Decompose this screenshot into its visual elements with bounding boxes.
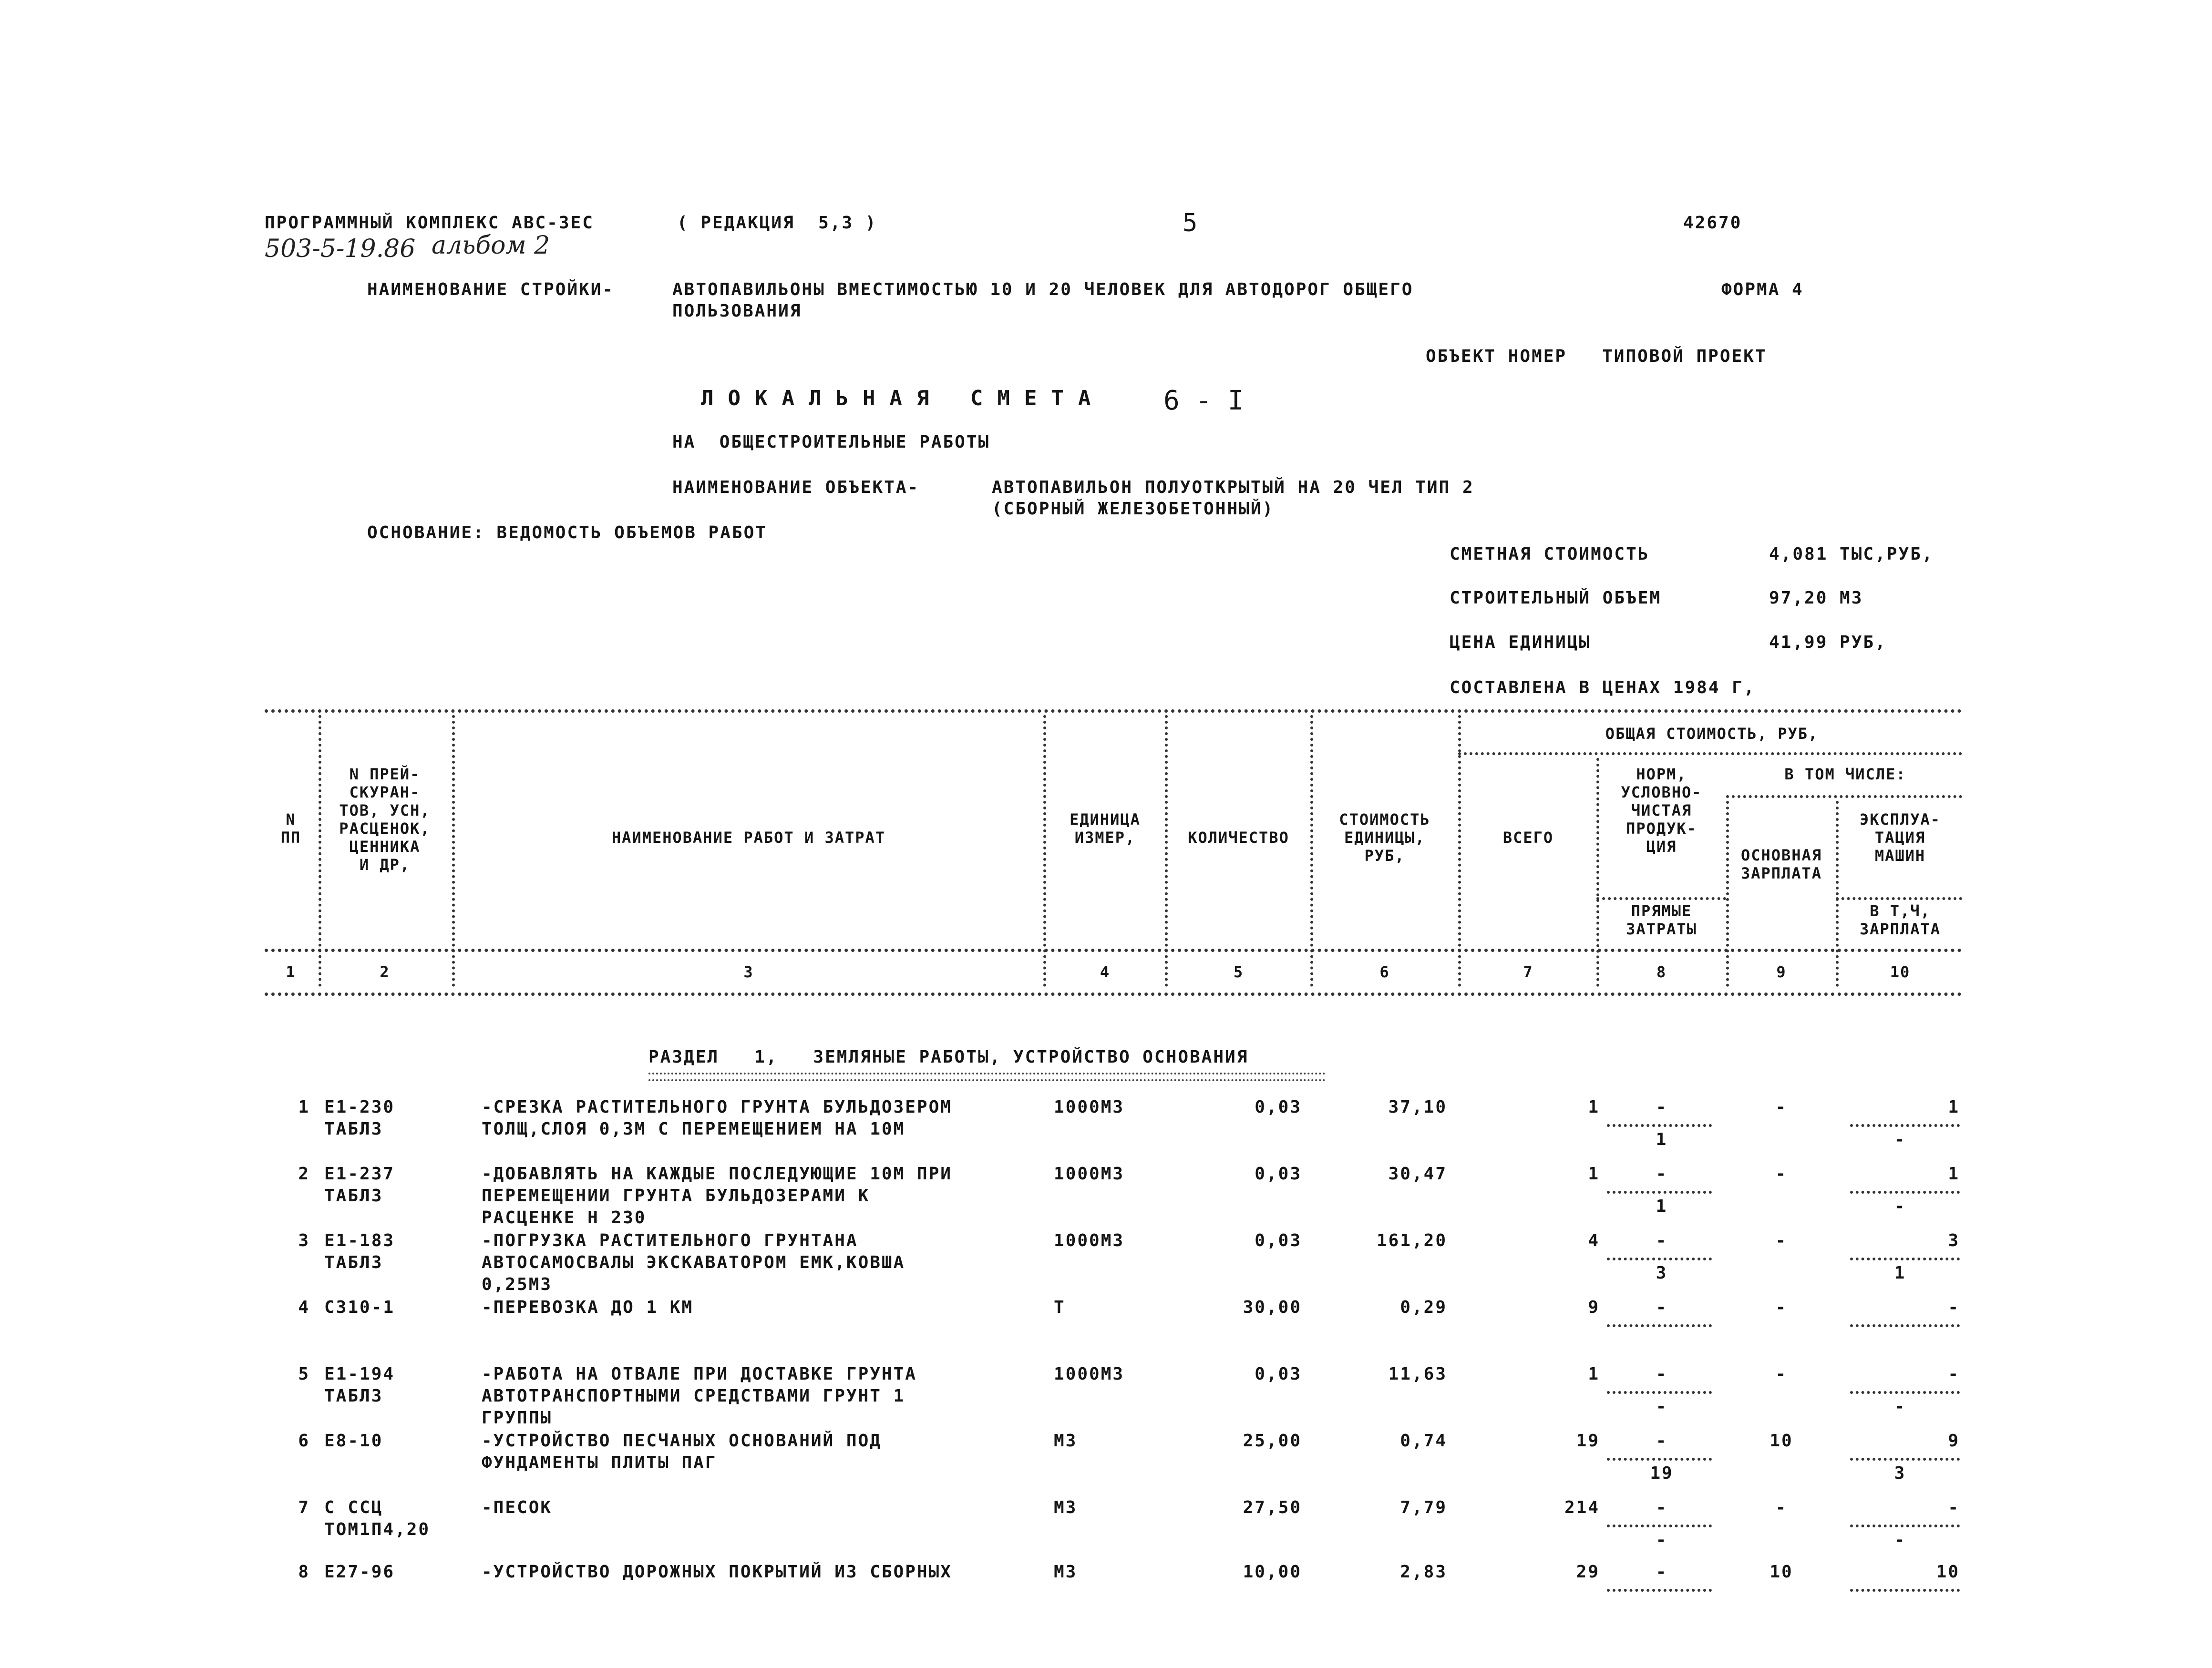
row-c10-divider xyxy=(1850,1258,1960,1260)
object-label: НАИМЕНОВАНИЕ ОБЪЕКТА- xyxy=(672,478,920,497)
row-incl-salary: - xyxy=(1894,1197,1906,1216)
row-norm-production: - xyxy=(1656,1364,1668,1384)
table-top-border xyxy=(265,709,1962,713)
row-c8-divider xyxy=(1607,1458,1712,1461)
row-quantity: 0,03 xyxy=(1255,1097,1302,1117)
row-direct-costs: 19 xyxy=(1650,1463,1674,1483)
row-quantity: 0,03 xyxy=(1255,1231,1302,1250)
row-quantity: 27,50 xyxy=(1243,1498,1302,1517)
row-quantity: 10,00 xyxy=(1243,1562,1302,1582)
row-price-code: Е1-194 ТАБЛ3 xyxy=(324,1364,395,1406)
row-direct-costs: 1 xyxy=(1656,1197,1668,1216)
row-norm-production: - xyxy=(1656,1164,1668,1184)
row-c10-divider xyxy=(1850,1324,1960,1327)
column-number: 4 xyxy=(1100,963,1111,981)
row-quantity: 0,03 xyxy=(1255,1164,1302,1184)
table-numbers-bottom-border xyxy=(265,993,1962,996)
row-norm-production: - xyxy=(1656,1431,1668,1451)
row-unit-cost: 0,74 xyxy=(1400,1431,1447,1451)
row-work-name: -ДОБАВЛЯТЬ НА КАЖДЫЕ ПОСЛЕДУЮЩИЕ 10М ПРИ ПЕРЕМЕЩЕНИИ ГРУНТА БУЛЬДОЗЕРАМИ К РАСЦЕНКЕ Н 230 xyxy=(482,1164,952,1228)
row-direct-costs: - xyxy=(1656,1530,1668,1550)
edition: ( РЕДАКЦИЯ 5,3 ) xyxy=(677,213,877,233)
row-norm-production: - xyxy=(1656,1562,1668,1582)
row-number: 8 xyxy=(298,1562,310,1582)
column-number: 10 xyxy=(1890,963,1911,981)
row-machine-operation: - xyxy=(1948,1364,1960,1384)
summary-value: 41,99 РУБ, xyxy=(1769,633,1887,652)
row-total: 1 xyxy=(1588,1164,1600,1184)
row-c8-divider xyxy=(1607,1324,1712,1327)
row-number: 5 xyxy=(298,1364,310,1384)
row-c10-divider xyxy=(1850,1525,1960,1527)
row-number: 1 xyxy=(298,1097,310,1117)
row-c8-divider xyxy=(1607,1124,1712,1127)
row-unit: Т xyxy=(1054,1298,1066,1317)
row-incl-salary: 3 xyxy=(1894,1463,1906,1483)
header-row-number: N ПП xyxy=(280,810,301,847)
row-work-name: -ПЕРЕВОЗКА ДО 1 КМ xyxy=(482,1298,694,1317)
c8-sub-divider xyxy=(1596,897,1726,900)
estimate-number: 6 - I xyxy=(1163,385,1244,416)
column-divider xyxy=(452,715,455,987)
header-base-salary: ОСНОВНАЯ ЗАРПЛАТА xyxy=(1740,846,1822,882)
row-incl-salary: - xyxy=(1894,1530,1906,1550)
row-unit: 1000М3 xyxy=(1054,1231,1125,1250)
row-base-salary: - xyxy=(1775,1164,1788,1184)
row-incl-salary: - xyxy=(1894,1130,1906,1149)
construction-name-line-2: ПОЛЬЗОВАНИЯ xyxy=(672,301,802,321)
header-incl-salary: В Т,Ч, ЗАРПЛАТА xyxy=(1859,902,1941,938)
header-quantity: КОЛИЧЕСТВО xyxy=(1188,829,1289,847)
row-price-code: С ССЦ ТОМ1П4,20 xyxy=(324,1498,431,1539)
column-number: 3 xyxy=(743,963,754,981)
row-quantity: 0,03 xyxy=(1255,1364,1302,1384)
row-work-name: -ПОГРУЗКА РАСТИТЕЛЬНОГО ГРУНТАНА АВТОСАМОСВАЛЫ ЭКСКАВАТОРОМ ЕМК,КОВША 0,25М3 xyxy=(482,1231,905,1294)
column-number: 6 xyxy=(1379,963,1390,981)
summary-label: СМЕТНАЯ СТОИМОСТЬ xyxy=(1450,544,1650,564)
row-base-salary: - xyxy=(1775,1298,1788,1317)
row-unit-cost: 161,20 xyxy=(1376,1231,1447,1250)
column-divider xyxy=(1165,715,1168,987)
section-underline xyxy=(648,1073,1326,1081)
header-total: ВСЕГО xyxy=(1502,829,1554,847)
incl-header-divider xyxy=(1726,795,1962,798)
column-number: 5 xyxy=(1233,963,1244,981)
row-c10-divider xyxy=(1850,1124,1960,1127)
object-name-line-2: (СБОРНЫЙ ЖЕЛЕЗОБЕТОННЫЙ) xyxy=(992,499,1275,519)
row-norm-production: - xyxy=(1656,1231,1668,1250)
row-total: 9 xyxy=(1588,1298,1600,1317)
group-header-divider xyxy=(1458,752,1962,755)
summary-label: СТРОИТЕЛЬНЫЙ ОБЪЕМ xyxy=(1450,588,1662,608)
column-divider xyxy=(1310,715,1313,987)
row-direct-costs: 3 xyxy=(1656,1263,1668,1283)
row-c8-divider xyxy=(1607,1525,1712,1527)
row-price-code: Е8-10 xyxy=(324,1431,383,1451)
column-divider xyxy=(1043,715,1046,987)
row-price-code: С310-1 xyxy=(324,1298,395,1317)
header-machine-operation: ЭКСПЛУА- ТАЦИЯ МАШИН xyxy=(1859,810,1941,865)
object-name-line-1: АВТОПАВИЛЬОН ПОЛУОТКРЫТЫЙ НА 20 ЧЕЛ ТИП 2 xyxy=(992,478,1474,497)
column-number: 8 xyxy=(1656,963,1667,981)
row-total: 4 xyxy=(1588,1231,1600,1250)
row-work-name: -РАБОТА НА ОТВАЛЕ ПРИ ДОСТАВКЕ ГРУНТА АВТОТРАНСПОРТНЫМИ СРЕДСТВАМИ ГРУНТ 1 ГРУППЫ xyxy=(482,1364,917,1428)
document-code: 42670 xyxy=(1683,213,1742,233)
row-base-salary: - xyxy=(1775,1097,1788,1117)
row-number: 6 xyxy=(298,1431,310,1451)
row-norm-production: - xyxy=(1656,1097,1668,1117)
row-c10-divider xyxy=(1850,1391,1960,1394)
row-unit-cost: 37,10 xyxy=(1388,1097,1447,1117)
row-machine-operation: 9 xyxy=(1948,1431,1960,1451)
row-machine-operation: - xyxy=(1948,1498,1960,1517)
row-unit: 1000М3 xyxy=(1054,1097,1125,1117)
row-unit: М3 xyxy=(1054,1498,1078,1517)
summary-value: 97,20 М3 xyxy=(1769,588,1863,608)
header-unit-cost: СТОИМОСТЬ ЕДИНИЦЫ, РУБ, xyxy=(1339,810,1430,865)
row-base-salary: 10 xyxy=(1770,1431,1793,1451)
row-quantity: 30,00 xyxy=(1243,1298,1302,1317)
row-incl-salary: 1 xyxy=(1894,1263,1906,1283)
header-unit: ЕДИНИЦА ИЗМЕР, xyxy=(1070,810,1141,847)
header-work-name: НАИМЕНОВАНИЕ РАБОТ И ЗАТРАТ xyxy=(611,829,886,847)
row-total: 1 xyxy=(1588,1364,1600,1384)
row-c10-divider xyxy=(1850,1458,1960,1461)
table-header-bottom-border xyxy=(265,949,1962,952)
row-unit-cost: 0,29 xyxy=(1400,1298,1447,1317)
estimate-subtitle: НА ОБЩЕСТРОИТЕЛЬНЫЕ РАБОТЫ xyxy=(672,432,990,452)
row-base-salary: 10 xyxy=(1770,1562,1793,1582)
row-base-salary: - xyxy=(1775,1498,1788,1517)
header-price-code: N ПРЕЙ- СКУРАН- ТОВ, УСН, РАСЦЕНОК, ЦЕННИКА И ДР, xyxy=(339,765,431,874)
row-total: 214 xyxy=(1564,1498,1600,1517)
construction-name-line-1: АВТОПАВИЛЬОНЫ ВМЕСТИМОСТЬЮ 10 И 20 ЧЕЛОВЕК ДЛЯ АВТОДОРОГ ОБЩЕГО xyxy=(672,280,1414,299)
row-base-salary: - xyxy=(1775,1364,1788,1384)
column-number: 2 xyxy=(380,963,390,981)
header-norm-production: НОРМ, УСЛОВНО- ЧИСТАЯ ПРОДУК- ЦИЯ xyxy=(1621,765,1702,856)
row-norm-production: - xyxy=(1656,1498,1668,1517)
row-base-salary: - xyxy=(1775,1231,1788,1250)
row-work-name: -ПЕСОК xyxy=(482,1498,553,1517)
basis: ОСНОВАНИЕ: ВЕДОМОСТЬ ОБЪЕМОВ РАБОТ xyxy=(367,523,767,542)
row-unit: М3 xyxy=(1054,1562,1078,1582)
column-divider xyxy=(1458,715,1461,987)
row-unit-cost: 11,63 xyxy=(1388,1364,1447,1384)
row-c8-divider xyxy=(1607,1258,1712,1260)
row-c8-divider xyxy=(1607,1191,1712,1194)
page-number: 5 xyxy=(1183,209,1198,237)
row-machine-operation: 3 xyxy=(1948,1231,1960,1250)
row-machine-operation: 10 xyxy=(1936,1562,1960,1582)
row-number: 4 xyxy=(298,1298,310,1317)
row-number: 2 xyxy=(298,1164,310,1184)
summary-label: ЦЕНА ЕДИНИЦЫ xyxy=(1450,633,1591,652)
row-quantity: 25,00 xyxy=(1243,1431,1302,1451)
row-c10-divider xyxy=(1850,1191,1960,1194)
row-price-code: Е1-237 ТАБЛ3 xyxy=(324,1164,395,1206)
column-number: 7 xyxy=(1523,963,1533,981)
c10-sub-divider xyxy=(1836,897,1962,900)
row-machine-operation: 1 xyxy=(1948,1097,1960,1117)
row-machine-operation: - xyxy=(1948,1298,1960,1317)
header-including: В ТОМ ЧИСЛЕ: xyxy=(1784,765,1906,783)
row-unit: 1000М3 xyxy=(1054,1364,1125,1384)
column-number: 1 xyxy=(286,963,296,981)
column-number: 9 xyxy=(1776,963,1787,981)
row-unit: 1000М3 xyxy=(1054,1164,1125,1184)
header-total-cost-group: ОБЩАЯ СТОИМОСТЬ, РУБ, xyxy=(1605,725,1819,743)
row-c8-divider xyxy=(1607,1589,1712,1592)
row-work-name: -УСТРОЙСТВО ПЕСЧАНЫХ ОСНОВАНИЙ ПОД ФУНДАМЕНТЫ ПЛИТЫ ПАГ xyxy=(482,1431,882,1473)
row-direct-costs: - xyxy=(1656,1397,1668,1416)
row-price-code: Е1-230 ТАБЛ3 xyxy=(324,1097,395,1139)
row-work-name: -УСТРОЙСТВО ДОРОЖНЫХ ПОКРЫТИЙ ИЗ СБОРНЫХ xyxy=(482,1562,952,1582)
row-total: 1 xyxy=(1588,1097,1600,1117)
handwritten-album: альбом 2 xyxy=(432,231,550,260)
row-total: 19 xyxy=(1576,1431,1600,1451)
header-direct-costs: ПРЯМЫЕ ЗАТРАТЫ xyxy=(1626,902,1697,938)
row-direct-costs: 1 xyxy=(1656,1130,1668,1149)
row-price-code: Е27-96 xyxy=(324,1562,395,1582)
construction-label: НАИМЕНОВАНИЕ СТРОЙКИ- xyxy=(367,280,615,299)
row-price-code: Е1-183 ТАБЛ3 xyxy=(324,1231,395,1272)
column-divider xyxy=(1726,801,1729,987)
row-unit-cost: 7,79 xyxy=(1400,1498,1447,1517)
summary-label: СОСТАВЛЕНА В ЦЕНАХ 1984 Г, xyxy=(1450,678,1756,697)
estimate-title: ЛОКАЛЬНАЯ СМЕТА xyxy=(701,386,1105,410)
row-incl-salary: - xyxy=(1894,1397,1906,1416)
row-norm-production: - xyxy=(1656,1298,1668,1317)
row-number: 3 xyxy=(298,1231,310,1250)
handwritten-reference: 503-5-19.86 xyxy=(265,235,416,263)
program-name: ПРОГРАММНЫЙ КОМПЛЕКС АВС-ЗЕС xyxy=(265,213,594,233)
summary-value: 4,081 ТЫС,РУБ, xyxy=(1769,544,1934,564)
row-unit: М3 xyxy=(1054,1431,1078,1451)
row-machine-operation: 1 xyxy=(1948,1164,1960,1184)
object-number: ОБЪЕКТ НОМЕР ТИПОВОЙ ПРОЕКТ xyxy=(1426,347,1767,366)
row-total: 29 xyxy=(1576,1562,1600,1582)
row-c8-divider xyxy=(1607,1391,1712,1394)
row-number: 7 xyxy=(298,1498,310,1517)
form-number: ФОРМА 4 xyxy=(1721,280,1804,299)
section-title: РАЗДЕЛ 1, ЗЕМЛЯНЫЕ РАБОТЫ, УСТРОЙСТВО ОСНОВАНИЯ xyxy=(648,1047,1249,1067)
row-unit-cost: 30,47 xyxy=(1388,1164,1447,1184)
row-unit-cost: 2,83 xyxy=(1400,1562,1447,1582)
row-c10-divider xyxy=(1850,1589,1960,1592)
row-work-name: -СРЕЗКА РАСТИТЕЛЬНОГО ГРУНТА БУЛЬДОЗЕРОМ ТОЛЩ,СЛОЯ 0,3М С ПЕРЕМЕЩЕНИЕМ НА 10М xyxy=(482,1097,952,1139)
